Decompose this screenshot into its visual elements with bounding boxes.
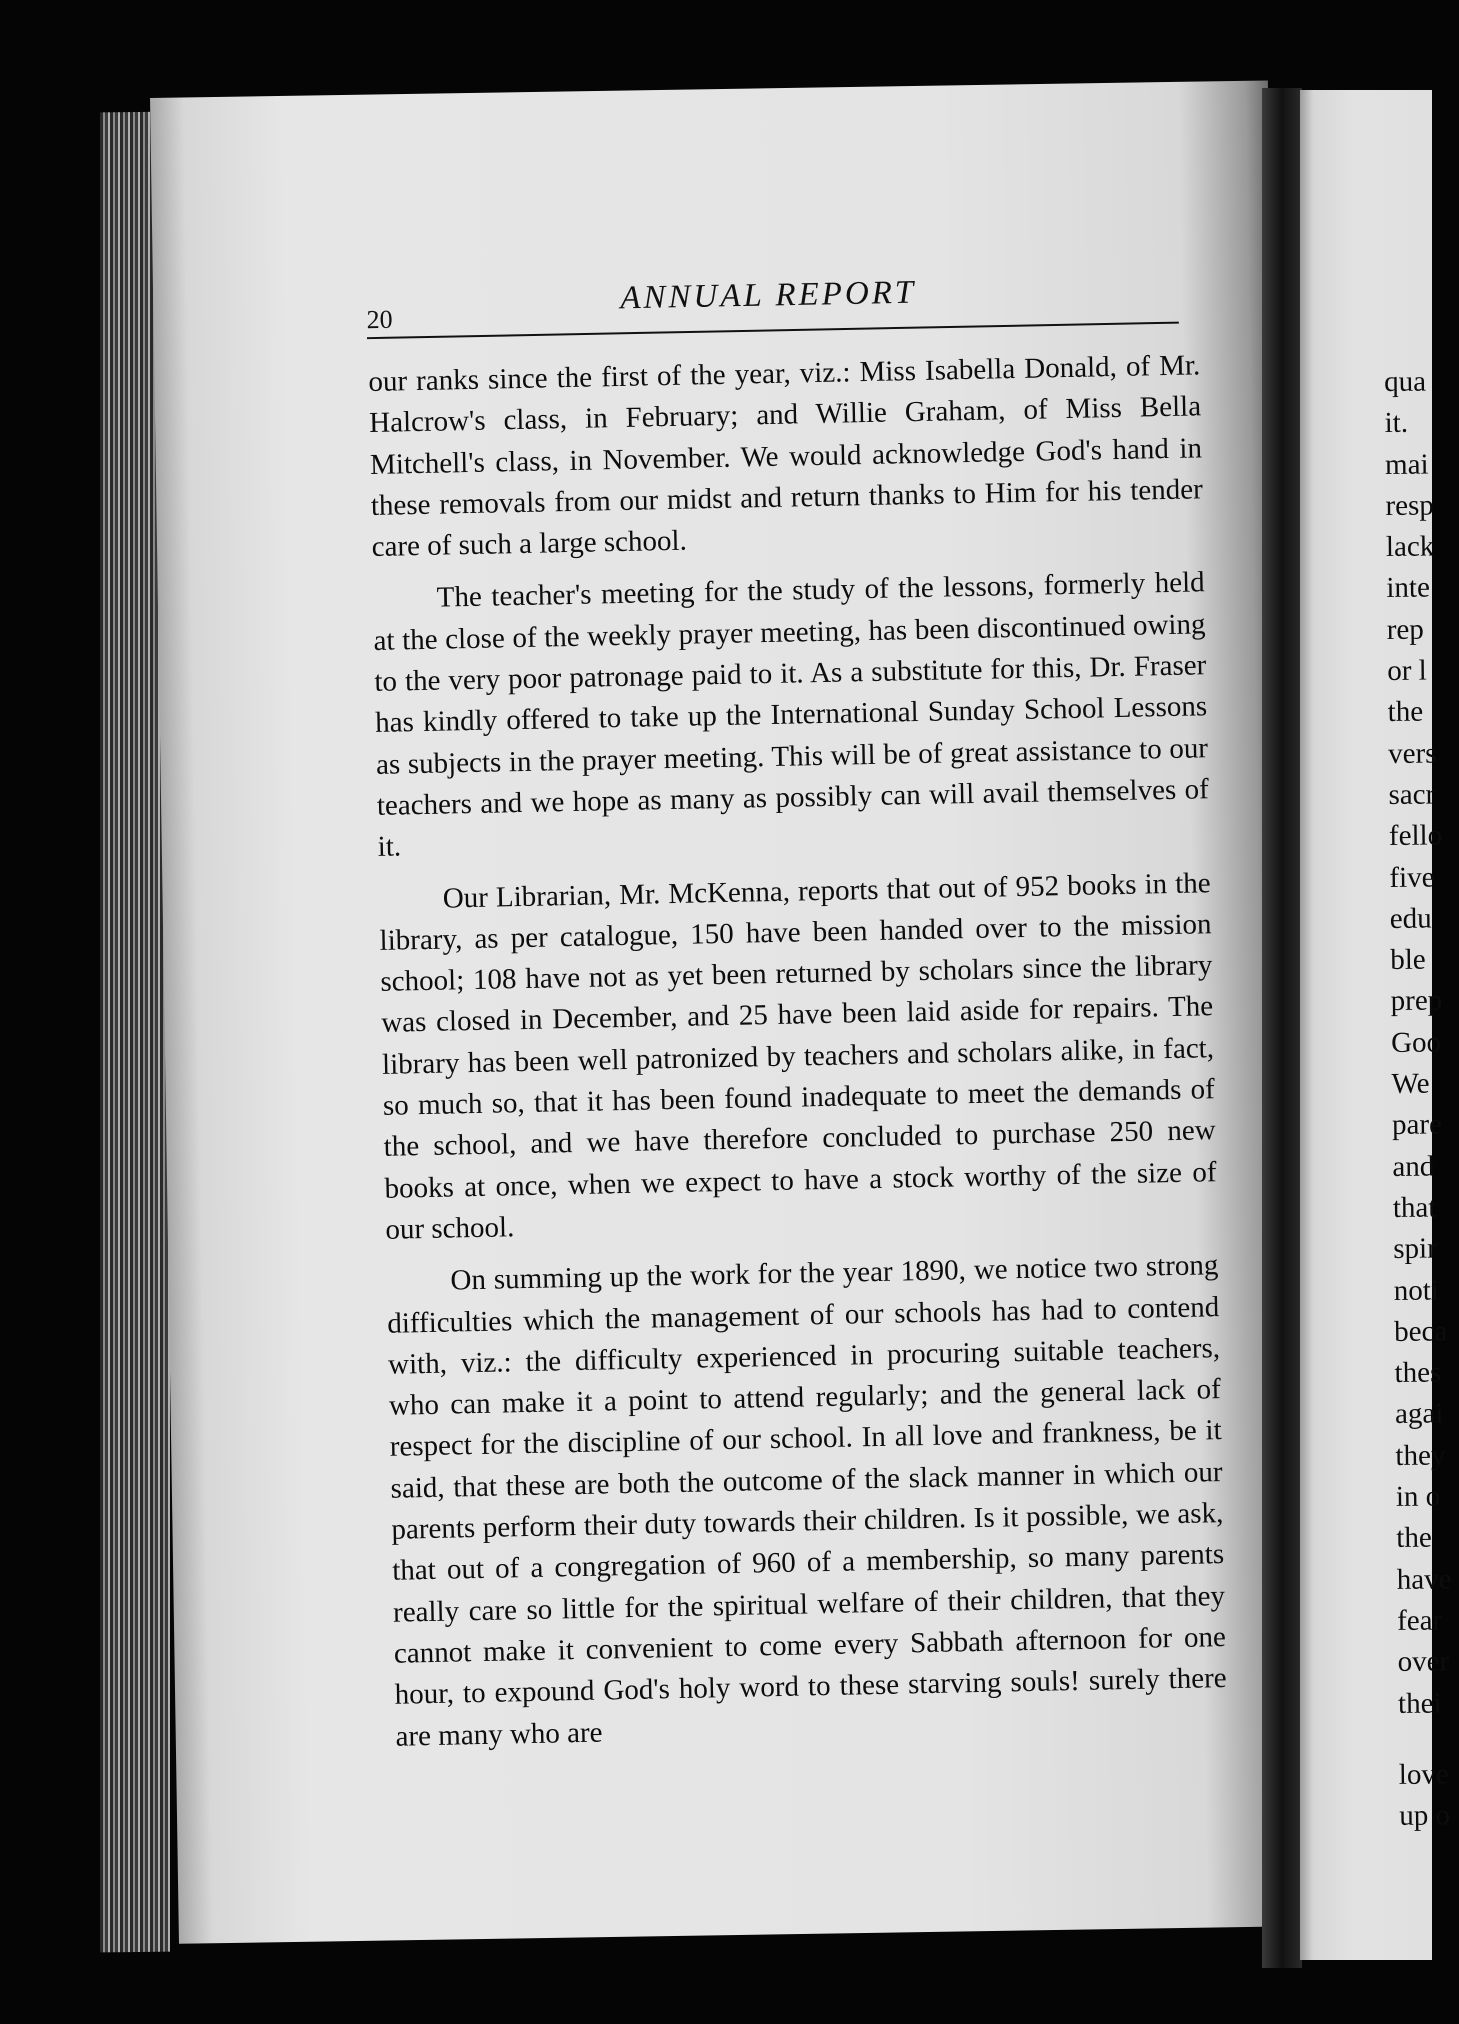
right-page-line: mai [1384, 448, 1429, 481]
book-gutter [1262, 88, 1302, 1968]
right-page-line: Goo [1390, 1026, 1442, 1059]
body-text [368, 345, 1228, 1768]
right-page-line: edu [1389, 902, 1432, 935]
right-page-line: the [1396, 1521, 1432, 1555]
right-page-line: rep [1386, 613, 1425, 646]
right-page-line: noti [1393, 1274, 1440, 1307]
right-page-line: beca [1393, 1315, 1448, 1348]
right-page-line: that [1392, 1191, 1437, 1224]
right-page-line: sacr [1388, 778, 1436, 811]
right-page-line: prep [1390, 984, 1443, 1018]
right-page-line: five [1389, 861, 1435, 894]
paragraph: The teacher's meeting for the study of the lessons, formerly held at the close of the weekly prayer meeting, has been discontinued owing to the very poor patronage paid to it. As a substitute for this, Dr. Fraser has kindly offered to take up the International Sunday School Lessons as subjects in the prayer meeting. This will be of great assistance to our teachers and we hope as many as possibly can will avail themselves of it. [373, 566, 1210, 864]
right-page-line: vers [1387, 737, 1437, 770]
right-page-line [1398, 1724, 1458, 1755]
right-page-line: ble [1390, 943, 1426, 977]
paragraph: our ranks since the first of the year, viz.: Miss Isabella Donald, of Mr. Halcrow's class, in February; and Willie Graham, of Miss Bella Mitchell's class, in November. We would acknowledge God's hand in these removals from our midst and return thanks to Him for his tender care of such a large school. [368, 349, 1204, 564]
right-page-line: inte [1386, 572, 1431, 605]
right-page-line: agai [1394, 1397, 1444, 1431]
running-title: ANNUAL REPORT [619, 274, 917, 317]
right-page-line: love [1398, 1758, 1449, 1791]
right-page-line: spir [1393, 1232, 1437, 1266]
right-page-line: lack [1385, 530, 1435, 564]
right-page-line: have [1396, 1562, 1452, 1596]
right-page-line: thes [1394, 1356, 1442, 1390]
right-page-line: thei [1397, 1686, 1442, 1720]
right-page-line: fear [1397, 1604, 1443, 1637]
page-number: 20 [366, 304, 393, 335]
right-page-line: resp [1385, 489, 1434, 522]
right-page-line: it. [1384, 407, 1409, 440]
right-page-line: qua [1384, 365, 1427, 398]
right-page-line: over [1397, 1645, 1450, 1679]
paragraph: Our Librarian, Mr. McKenna, reports that out of 952 books in the library, as per catalogue, 150 have been handed over to the mission school; 108 have not as yet been returned by scholars since the library was closed in December, and 25 have been laid aside for repairs. The library has been well patronized by teachers and scholars alike, in fact, so much so, that it has been found inadequate to meet the demands of the school, and we have therefore concluded to purchase 250 new books at once, when we expect to have a stock worthy of the size of our school. [379, 866, 1217, 1246]
right-page-line: in o [1395, 1480, 1441, 1513]
right-page-line: We [1391, 1067, 1430, 1101]
paragraph: On summing up the work for the year 1890, we notice two strong difficulties which the management of our schools has had to contend with, viz.: the difficulty experienced in procuring suitable teachers, who can make it a point to attend regularly; and the general lack of respect for the discipline of our school. In all love and frankness, be it said, that these are both the outcome of the slack manner in which our parents perform their duty towards their children. Is it possible, we ask, that out of a congregation of 960 of a membership, so many parents really care so little for the spiritual welfare of their children, that they cannot make it convenient to come every Sabbath afternoon for one hour, to expound God's holy word to these starving souls! surely there are many who are [386, 1249, 1227, 1753]
right-page-line: up o [1399, 1799, 1451, 1833]
right-page-line: they [1395, 1439, 1446, 1472]
right-page-line: the [1387, 695, 1424, 729]
right-page-line: fello [1388, 819, 1443, 853]
right-page-line: pare [1391, 1108, 1443, 1142]
right-page-line: or l [1387, 654, 1427, 688]
right-page-line: and [1392, 1150, 1435, 1183]
